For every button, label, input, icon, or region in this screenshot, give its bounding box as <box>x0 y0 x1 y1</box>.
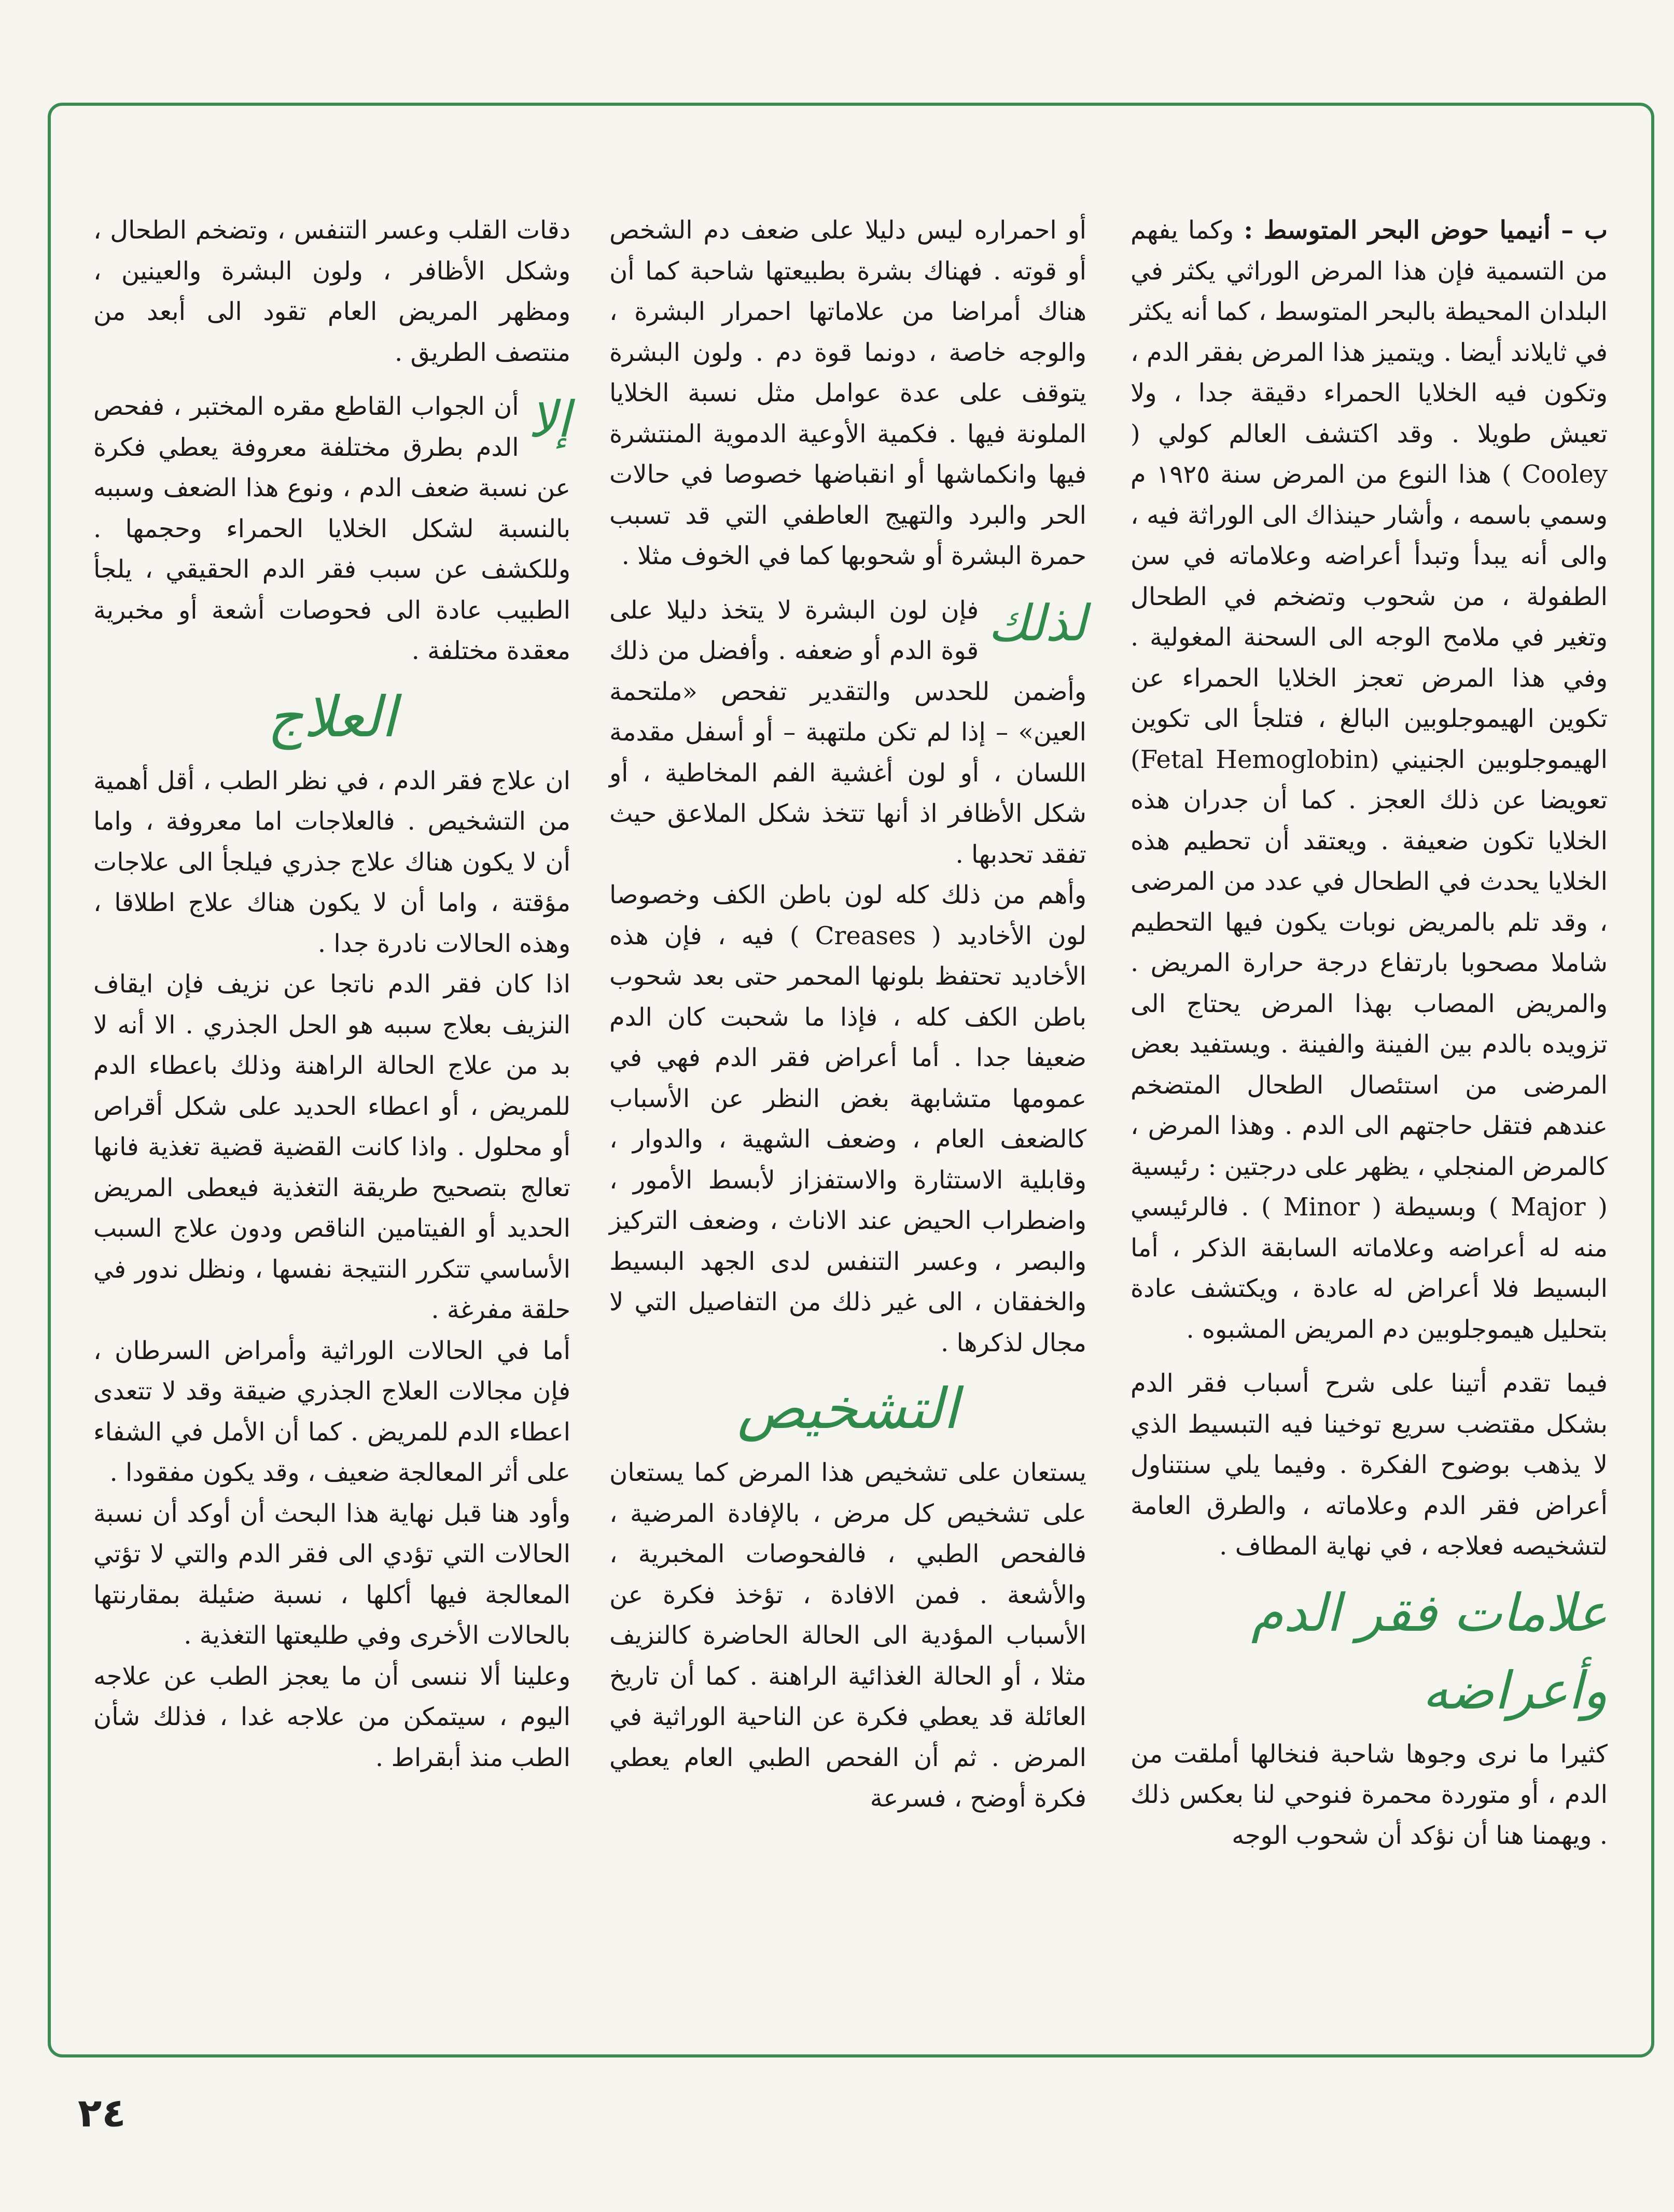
paragraph: يستعان على تشخيص هذا المرض كما يستعان على تشخيص كل مرض ، بالإفادة المرضية ، فالفحص الطبي ، فالفحوصات المخبرية ، والأشعة . فمن الافادة ، تؤخذ فكرة عن الأسباب المؤدية الى الحالة الحاضرة كالنزيف مثلا ، أو الحالة الغذائية الراهنة . كما أن تاريخ العائلة قد يعطي فكرة عن الناحية الوراثية في المرض . ثم أن الفحص الطبي العام يعطي فكرة أوضح ، فسرعة <box>609 1458 1086 1813</box>
paragraph: اذا كان فقر الدم ناتجا عن نزيف فإن ايقاف النزيف بعلاج سببه هو الحل الجذري . الا أنه لا بد من علاج الحالة الراهنة وذلك باعطاء الدم للمريض ، أو اعطاء الحديد على شكل أقراص أو محلول . واذا كانت القضية قضية تغذية فانها تعالج بتصحيح طريقة التغذية فيعطى المريض الحديد أو الفيتامين الناقص ودون علاج السبب الأساسي تتكرر النتيجة نفسها ، ونظل ندور في حلقة مفرغة . <box>93 970 571 1324</box>
column-3 <box>93 210 570 1778</box>
summary-paragraph: فيما تقدم أتينا على شرح أسباب فقر الدم بشكل مقتضب سريع توخينا فيه التبسيط الذي لا يذهب بوضوح الفكرة . وفيما يلي سنتناول أعراض فقر الدم وعلاماته ، والطرق العامة لتشخيصه فعلاجه ، في نهاية المطاف . <box>1131 1369 1608 1561</box>
paragraph: أما في الحالات الوراثية وأمراض السرطان ، فإن مجالات العلاج الجذري ضيقة وقد لا تتعدى اعطاء الدم للمريض . كما أن الأمل في الشفاء على أثر المعالجة ضعيف ، وقد يكون مفقودا . <box>93 1336 570 1487</box>
paragraph: وأهم من ذلك كله لون باطن الكف وخصوصا لون الأخاديد ( Creases ) فيه ، فإن هذه الأخاديد تحتفظ بلونها المحمر حتى بعد شحوب باطن الكف كله ، فإذا ما شحبت كان الدم ضعيفا جدا . أما أعراض فقر الدم فهي في عمومها متشابهة بغض النظر عن الأسباب كالضعف العام ، وضعف الشهية ، والدوار ، وقابلية الاستثارة والاستفزاز لأبسط الأمور ، واضطراب الحيض عند الاناث ، وضعف التركيز والبصر ، وعسر التنفس لدى الجهد البسيط والخفقان ، الى غير ذلك من التفاصيل التي لا مجال لذكرها . <box>609 880 1087 1357</box>
page-number: ٢٤ <box>78 2090 126 2136</box>
paragraph-text: فإن لون البشرة لا يتخذ دليلا على قوة الدم أو ضعفه . وأفضل من ذلك وأضمن للحدس والتقدير تفحص «ملتحمة العين» – إذا لم تكن ملتهبة – أو أسفل مقدمة اللسان ، أو لون أغشية الفم المخاطية ، أو شكل الأظافر اذ أنها تتخذ شكل الملاعق حيث تفقد تحدبها . <box>609 595 1086 869</box>
lead-word: لذلك <box>988 594 1086 652</box>
treatment-heading: العلاج <box>267 684 397 750</box>
column-2 <box>609 210 1086 1819</box>
paragraph: أو احمراره ليس دليلا على ضعف دم الشخص أو قوته . فهناك بشرة بطبيعتها شاحبة كما أن هناك أمراضا من علاماتها احمرار البشرة ، والوجه خاصة ، دونما قوة دم . ولون البشرة يتوقف على عدة عوامل مثل نسبة الخلايا الملونة فيها . فكمية الأوعية الدموية المنتشرة فيها وانكماشها أو انقباضها خصوصا في حالات الحر والبرد والتهيج العاطفي التي قد تسبب حمرة البشرة أو شحوبها كما في الخوف مثلا . <box>609 216 1086 570</box>
lead-word: إلا <box>528 390 570 449</box>
paragraph-with-lead <box>609 590 1086 875</box>
symptoms-paragraph: كثيرا ما نرى وجوها شاحبة فنخالها أملقت من الدم ، أو متوردة محمرة فنوحي لنا بعكس ذلك . ويهمنا هنا أن نؤكد أن شحوب الوجه <box>1131 1739 1608 1850</box>
section-b-text: وكما يفهم من التسمية فإن هذا المرض الوراثي يكثر في البلدان المحيطة بالبحر المتوسط ، كما أنه يكثر في ثايلاند أيضا . ويتميز هذا المرض بفقر الدم ، وتكون فيه الخلايا الحمراء دقيقة جدا ، ولا تعيش طويلا . وقد اكتشف العالم كولي ( Cooley ) هذا النوع من المرض سنة ١٩٢٥ م وسمي باسمه ، وأشار حينذاك الى الوراثة فيه ، والى أنه يبدأ وتبدأ أعراضه وعلاماته في سن الطفولة ، من شحوب وتضخم في الطحال وتغير في ملامح الوجه الى السحنة المغولية . وفي هذا المرض تعجز الخلايا الحمراء عن تكوين الهيموجلوبين البالغ ، فتلجأ الى تكوين الهيموجلوبين الجنيني (Fetal Hemoglobin) تعويضا عن ذلك العجز . كما أن جدران هذه الخلايا تكون ضعيفة . ويعتقد أن تحطيم هذه الخلايا يحدث في الطحال في عدد من المرضى ، وقد تلم بالمريض نوبات يكون فيها التحطيم شاملا مصحوبا بارتفاع درجة حرارة المريض . والمريض المصاب بهذا المرض يحتاج الى تزويده بالدم بين الفينة والفينة . ويستفيد بعض المرضى من استئصال الطحال المتضخم عندهم فتقل حاجتهم الى الدم . وهذا المرض ، كالمرض المنجلي ، يظهر على درجتين : رئيسية ( Major ) وبسيطة ( Minor ) . فالرئيسي منه له أعراضه وعلاماته السابقة الذكر ، أما البسيط فلا أعراض له عادة ، ويكتشف عادة بتحليل هيموجلوبين دم المريض المشبوه . <box>1131 216 1608 1344</box>
paragraph: ان علاج فقر الدم ، في نظر الطب ، أقل أهمية من التشخيص . فالعلاجات اما معروفة ، واما أن لا يكون هناك علاج جذري فيلجأ الى علاجات مؤقتة ، واما أن لا يكون هناك علاج اطلاقا ، وهذه الحالات نادرة جدا . <box>93 766 570 958</box>
column-1 <box>1131 210 1608 1856</box>
paragraph: دقات القلب وعسر التنفس ، وتضخم الطحال ، وشكل الأظافر ، ولون البشرة والعينين ، ومظهر المريض العام تقود الى أبعد من منتصف الطريق . <box>93 216 570 367</box>
symptoms-heading: علامات فقر الدم وأعراضه <box>1251 1582 1608 1721</box>
paragraph: وأود هنا قبل نهاية هذا البحث أن أوكد أن نسبة الحالات التي تؤدي الى فقر الدم والتي لا تؤتي المعالجة فيها أكلها ، نسبة ضئيلة بمقارنتها بالحالات الأخرى وفي طليعتها التغذية . <box>93 1499 570 1650</box>
section-b-paragraph <box>1131 210 1608 1350</box>
paragraph: وعلينا ألا ننسى أن ما يعجز الطب عن علاجه اليوم ، سيتمكن من علاجه غدا ، فذلك شأن الطب منذ أبقراط . <box>93 1661 570 1772</box>
paragraph-text: أن الجواب القاطع مقره المختبر ، ففحص الدم بطرق مختلفة معروفة يعطي فكرة عن نسبة ضعف الدم ، ونوع هذا الضعف وسببه بالنسبة لشكل الخلايا الحمراء وحجمها . وللكشف عن سبب فقر الدم الحقيقي ، يلجأ الطبيب عادة الى فحوصات أشعة أو مخبرية معقدة مختلفة . <box>93 392 570 665</box>
section-b-title: ب – أنيميا حوض البحر المتوسط : <box>1244 216 1608 245</box>
paragraph-with-lead <box>93 386 570 671</box>
diagnosis-heading: التشخيص <box>737 1377 959 1441</box>
